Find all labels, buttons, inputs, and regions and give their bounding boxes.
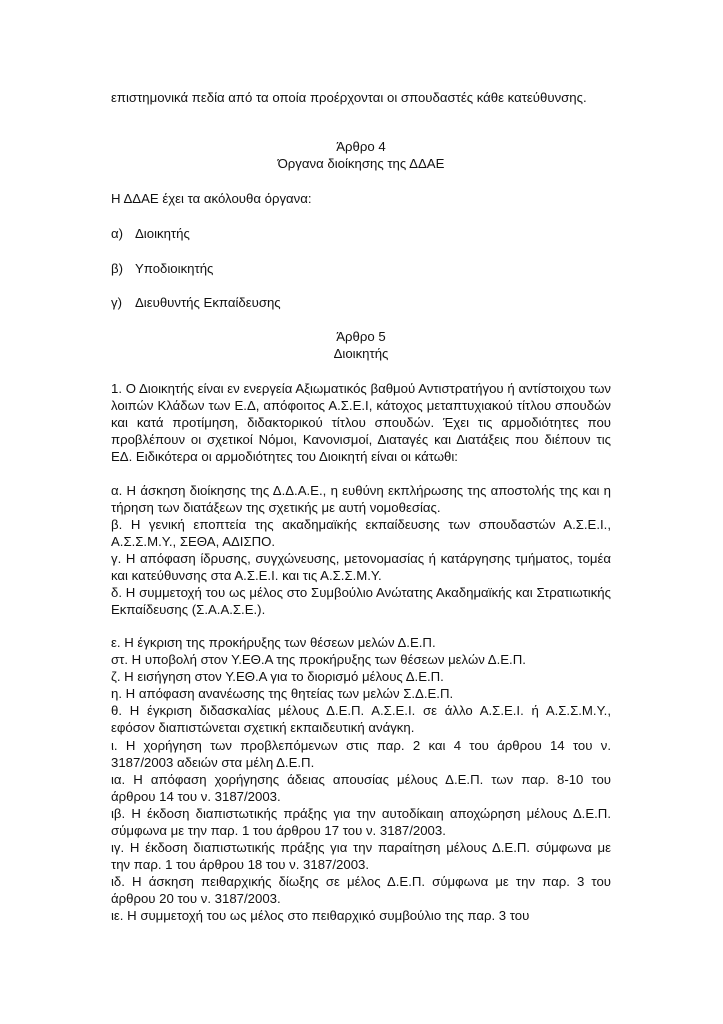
organ-item-label: β) (111, 261, 123, 276)
organ-item (111, 225, 190, 242)
article-4-title: Όργανα διοίκησης της ΔΔΑΕ (277, 156, 445, 171)
organ-item-label: α) (111, 226, 124, 241)
organ-item-text: Διευθυντής Εκπαίδευσης (135, 295, 281, 310)
organ-item (111, 294, 281, 311)
organ-item (111, 260, 213, 277)
intro-paragraph: επιστημονικά πεδία από τα οποία προέρχονται οι σπουδαστές κάθε κατεύθυνσης. (111, 90, 587, 105)
duty-item: ιγ. Η έκδοση διαπιστωτικής πράξης για την παραίτηση μέλους Δ.Ε.Π. σύμφωνα με την παρ. 1 του άρθρου 18 του ν. 3187/2003. (111, 840, 611, 872)
duty-item: στ. Η υποβολή στον Υ.ΕΘ.Α της προκήρυξης των θέσεων μελών Δ.Ε.Π. (111, 652, 526, 667)
duty-item: β. Η γενική εποπτεία της ακαδημαϊκής εκπαίδευσης των σπουδαστών Α.Σ.Ε.Ι., Α.Σ.Σ.Μ.Υ., ΣΕΘΑ, ΑΔΙΣΠΟ. (111, 517, 611, 549)
article-4-number: Άρθρο 4 (336, 139, 386, 154)
duty-item: ζ. Η εισήγηση στον Υ.ΕΘ.Α για το διορισμό μέλους Δ.Ε.Π. (111, 669, 444, 684)
duty-item: ι. Η χορήγηση των προβλεπόμενων στις παρ. 2 και 4 του άρθρου 14 του ν. 3187/2003 αδειών στα μέλη Δ.Ε.Π. (111, 738, 611, 770)
duty-item: η. Η απόφαση ανανέωσης της θητείας των μελών Σ.Δ.Ε.Π. (111, 686, 454, 701)
duty-item: ια. Η απόφαση χορήγησης άδειας απουσίας μέλους Δ.Ε.Π. των παρ. 8-10 του άρθρου 14 του ν. 3187/2003. (111, 772, 611, 804)
duty-item: γ. Η απόφαση ίδρυσης, συγχώνευσης, μετονομασίας ή κατάργησης τμήματος, τομέα και κατεύθυνσης στα Α.Σ.Ε.Ι. και τις Α.Σ.Σ.Μ.Υ. (111, 551, 611, 583)
article-5-title: Διοικητής (333, 346, 389, 361)
duty-item: α. Η άσκηση διοίκησης της Δ.Δ.Α.Ε., η ευθύνη εκπλήρωσης της αποστολής της και η τήρηση των διατάξεων της σχετικής με αυτή νομοθεσίας. (111, 483, 611, 515)
duty-item: ιδ. Η άσκηση πειθαρχικής δίωξης σε μέλος Δ.Ε.Π. σύμφωνα με την παρ. 3 του άρθρου 20 του ν. 3187/2003. (111, 874, 611, 906)
duty-item: δ. Η συμμετοχή του ως μέλος στο Συμβούλιο Ανώτατης Ακαδημαϊκής και Στρατιωτικής Εκπαίδευσης (Σ.Α.Α.Σ.Ε.). (111, 585, 611, 617)
duty-item: ιβ. Η έκδοση διαπιστωτικής πράξης για την αυτοδίκαιη αποχώρηση μέλους Δ.Ε.Π. σύμφωνα με την παρ. 1 του άρθρου 17 του ν. 3187/2003. (111, 806, 611, 838)
article-4-lead: Η ΔΔΑΕ έχει τα ακόλουθα όργανα: (111, 191, 312, 206)
duty-item: ε. Η έγκριση της προκήρυξης των θέσεων μελών Δ.Ε.Π. (111, 635, 436, 650)
duty-item: θ. Η έγκριση διδασκαλίας μέλους Δ.Ε.Π. Α.Σ.Ε.Ι. σε άλλο Α.Σ.Ε.Ι. ή Α.Σ.Σ.Μ.Υ., εφόσον διαπιστώνεται σχετική εκπαιδευτική ανάγκη. (111, 703, 611, 735)
organ-item-label: γ) (111, 295, 122, 310)
article-5-number: Άρθρο 5 (336, 329, 386, 344)
organ-item-text: Υποδιοικητής (135, 261, 214, 276)
duty-item: ιε. Η συμμετοχή του ως μέλος στο πειθαρχικό συμβούλιο της παρ. 3 του (111, 908, 530, 923)
article-5-paragraph-1: 1. Ο Διοικητής είναι εν ενεργεία Αξιωματικός βαθμού Αντιστρατήγου ή αντίστοιχου των λοιπών Κλάδων των Ε.Δ, απόφοιτος Α.Σ.Ε.Ι, κάτοχος μεταπτυχιακού τίτλου σπουδών και κατά προτίμηση, διδακτορικού τίτλου σπουδών. Έχει τις αρμοδιότητες που προβλέπουν οι σχετικοί Νόμοι, Κανονισμοί, Διαταγές και Διατάξεις που διέπουν τις ΕΔ. Ειδικότερα οι αρμοδιότητες του Διοικητή είναι οι κάτωθι: (111, 381, 611, 464)
organ-item-text: Διοικητής (135, 226, 190, 241)
